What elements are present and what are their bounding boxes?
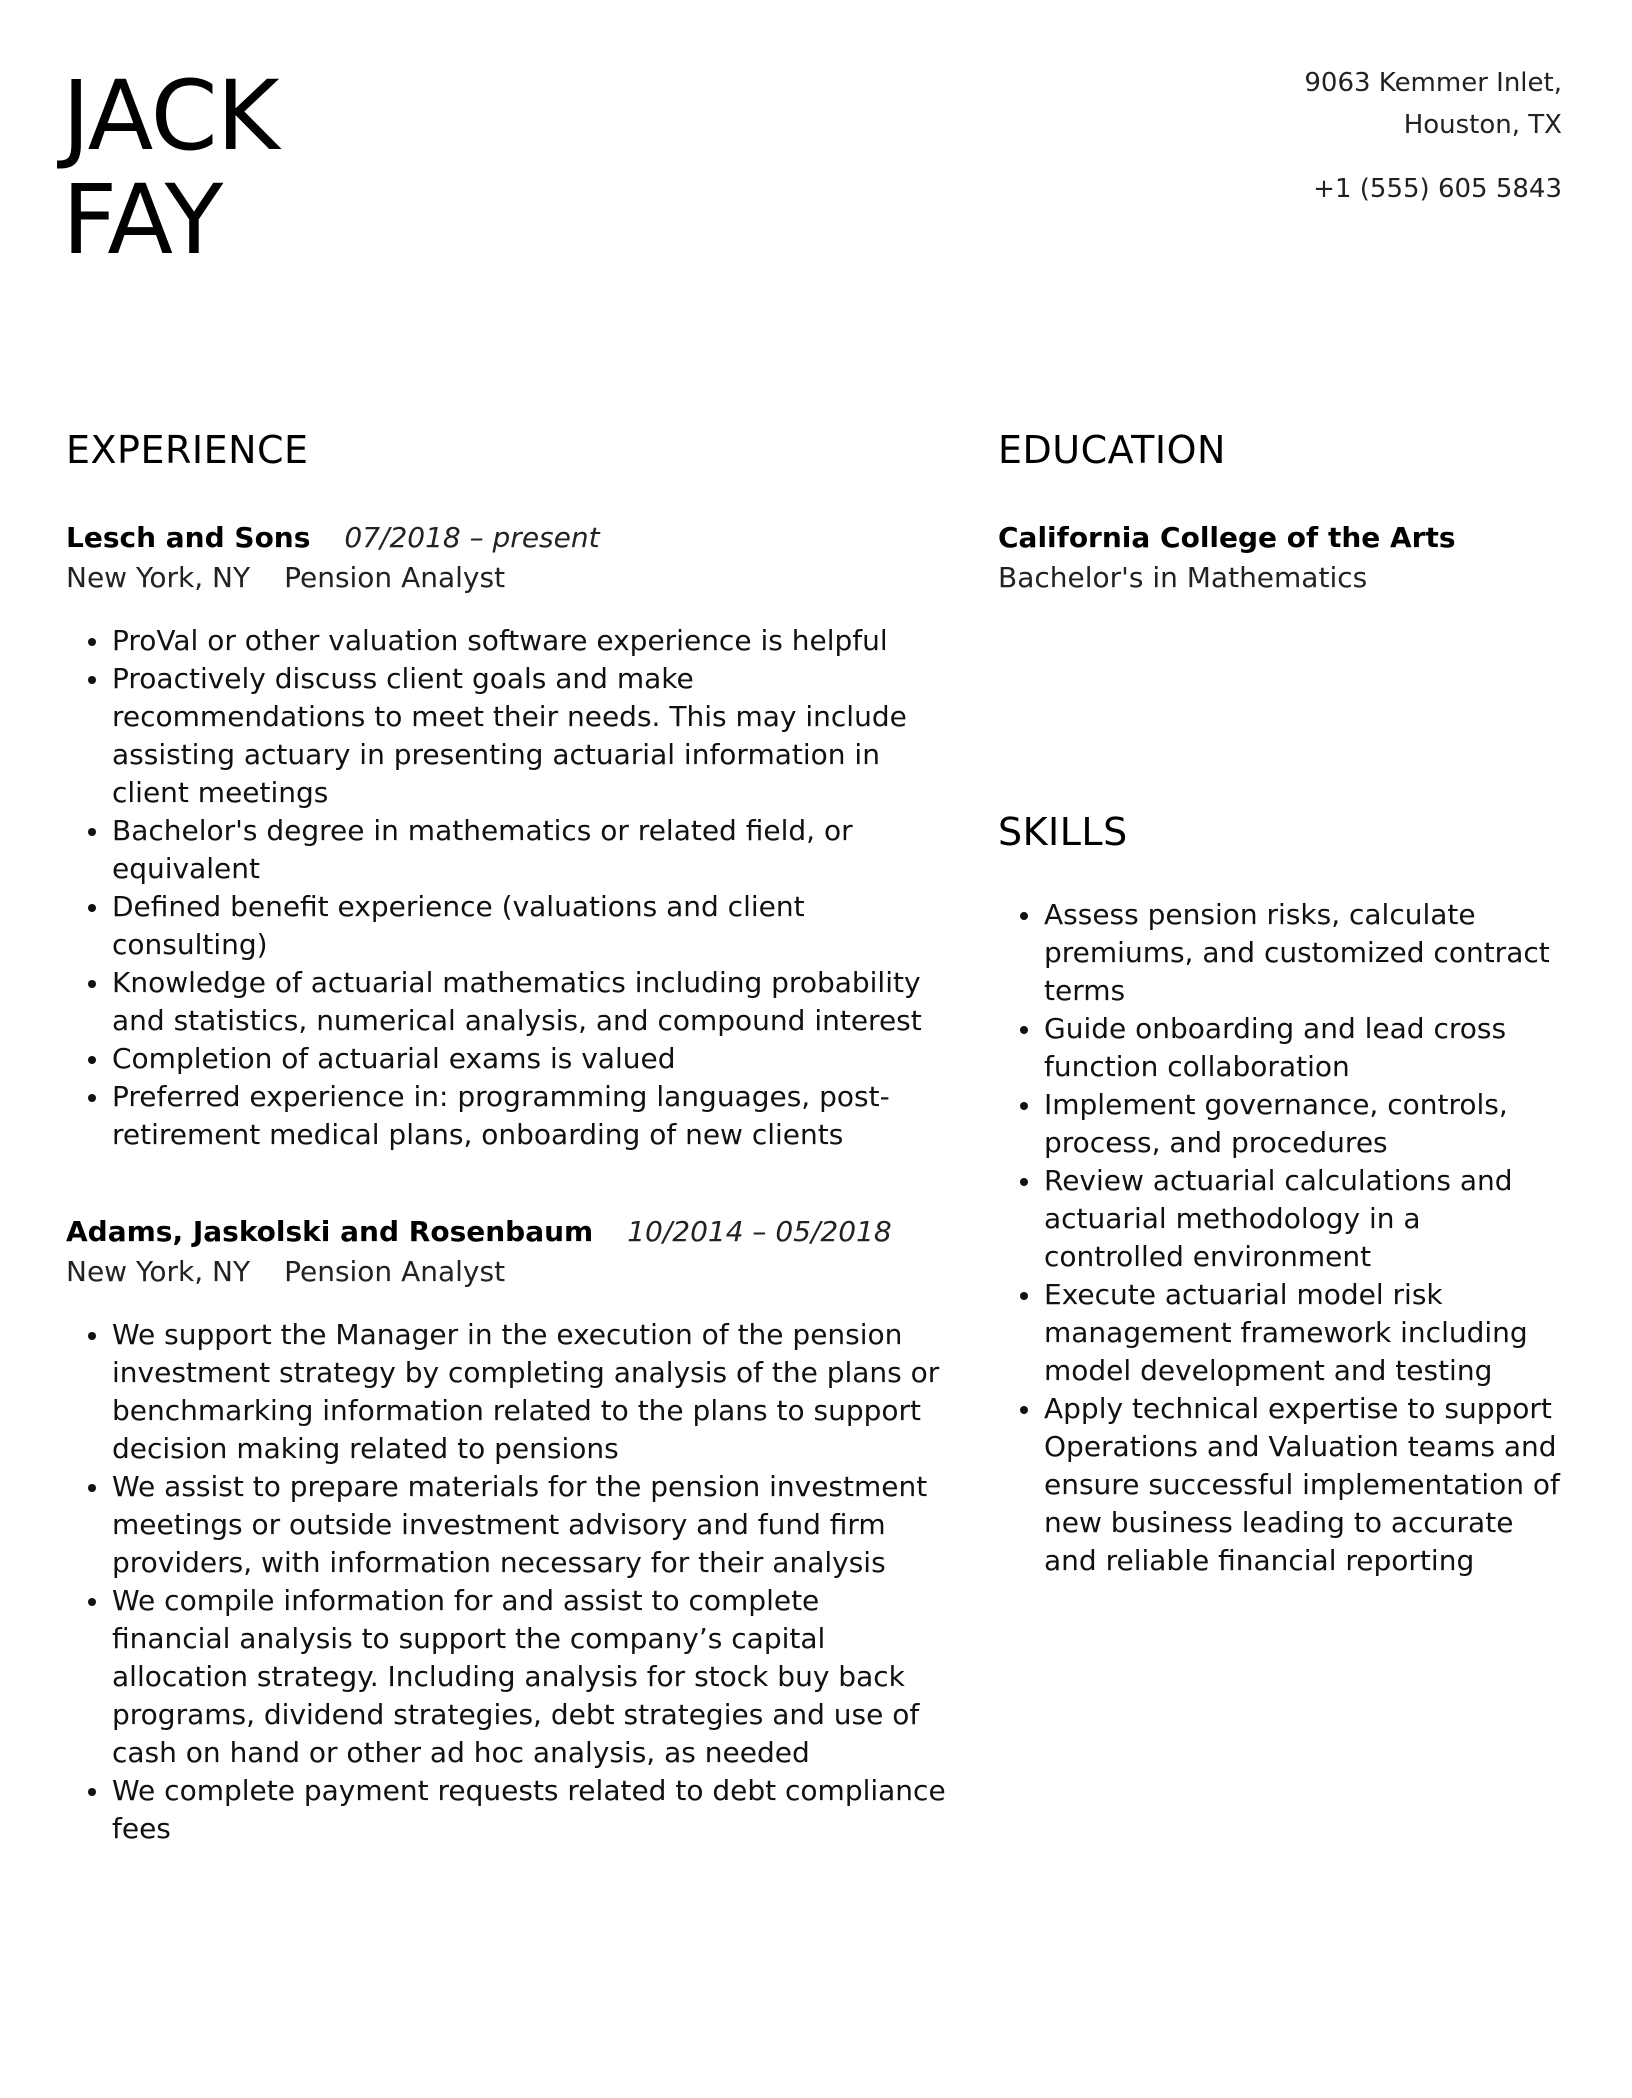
job-location: New York, NY bbox=[66, 561, 251, 594]
list-item: Defined benefit experience (valuations and client consulting) bbox=[112, 888, 946, 964]
list-item: Implement governance, controls, process, and procedures bbox=[1044, 1086, 1568, 1162]
contact-info bbox=[1304, 62, 1562, 210]
candidate-name bbox=[62, 60, 279, 276]
list-item: Assess pension risks, calculate premiums, and customized contract terms bbox=[1044, 896, 1568, 1010]
list-item: Guide onboarding and lead cross function collaboration bbox=[1044, 1010, 1568, 1086]
company-name: Adams, Jaskolski and Rosenbaum bbox=[66, 1215, 594, 1248]
skills-heading: SKILLS bbox=[998, 810, 1128, 854]
last-name: FAY bbox=[62, 164, 223, 276]
skills-section bbox=[998, 810, 1568, 1580]
education-heading: EDUCATION bbox=[998, 428, 1226, 472]
list-item: ProVal or other valuation software experience is helpful bbox=[112, 622, 946, 660]
right-column bbox=[998, 428, 1568, 1580]
list-item: Knowledge of actuarial mathematics including probability and statistics, numerical analysis, and compound interest bbox=[112, 964, 946, 1040]
first-name: JACK bbox=[62, 60, 279, 172]
skills-list bbox=[998, 896, 1568, 1580]
job-header bbox=[66, 1212, 946, 1252]
job-location: New York, NY bbox=[66, 1255, 251, 1288]
job-entry bbox=[66, 1212, 946, 1848]
list-item: We complete payment requests related to debt compliance fees bbox=[112, 1772, 946, 1848]
degree: Bachelor's in Mathematics bbox=[998, 561, 1368, 594]
list-item: We assist to prepare materials for the pension investment meetings or outside investment advisory and fund firm providers, with information necessary for their analysis bbox=[112, 1468, 946, 1582]
list-item: Apply technical expertise to support Operations and Valuation teams and ensure successful implementation of new business leading to accurate and reliable financial reporting bbox=[1044, 1390, 1568, 1580]
list-item: We support the Manager in the execution of the pension investment strategy by completing analysis of the plans or benchmarking information related to the plans to support decision making related to pensions bbox=[112, 1316, 946, 1468]
job-meta bbox=[66, 1252, 946, 1292]
list-item: Review actuarial calculations and actuarial methodology in a controlled environment bbox=[1044, 1162, 1568, 1276]
job-dates: 07/2018 – present bbox=[344, 521, 600, 554]
job-bullet-list bbox=[66, 622, 946, 1154]
phone-number: +1 (555) 605 5843 bbox=[1313, 174, 1562, 204]
address-line-1: 9063 Kemmer Inlet, bbox=[1304, 68, 1562, 98]
list-item: Execute actuarial model risk management framework including model development and testing bbox=[1044, 1276, 1568, 1390]
experience-heading: EXPERIENCE bbox=[66, 428, 309, 472]
job-dates: 10/2014 – 05/2018 bbox=[627, 1215, 892, 1248]
job-meta bbox=[66, 558, 946, 598]
education-section bbox=[998, 428, 1568, 598]
job-header bbox=[66, 518, 946, 558]
address bbox=[1304, 62, 1562, 146]
list-item: Bachelor's degree in mathematics or related field, or equivalent bbox=[112, 812, 946, 888]
job-bullet-list bbox=[66, 1316, 946, 1848]
job-role: Pension Analyst bbox=[284, 1255, 506, 1288]
list-item: Preferred experience in: programming languages, post-retirement medical plans, onboarding of new clients bbox=[112, 1078, 946, 1154]
list-item: Completion of actuarial exams is valued bbox=[112, 1040, 946, 1078]
list-item: We compile information for and assist to complete financial analysis to support the company’s capital allocation strategy. Including analysis for stock buy back programs, dividend strategies, debt strategies and use of cash on hand or other ad hoc analysis, as needed bbox=[112, 1582, 946, 1772]
company-name: Lesch and Sons bbox=[66, 521, 311, 554]
address-line-2: Houston, TX bbox=[1403, 110, 1562, 140]
list-item: Proactively discuss client goals and make recommendations to meet their needs. This may include assisting actuary in presenting actuarial information in client meetings bbox=[112, 660, 946, 812]
job-role: Pension Analyst bbox=[284, 561, 506, 594]
school-name: California College of the Arts bbox=[998, 521, 1456, 554]
experience-section bbox=[66, 428, 946, 1848]
job-entry bbox=[66, 518, 946, 1154]
